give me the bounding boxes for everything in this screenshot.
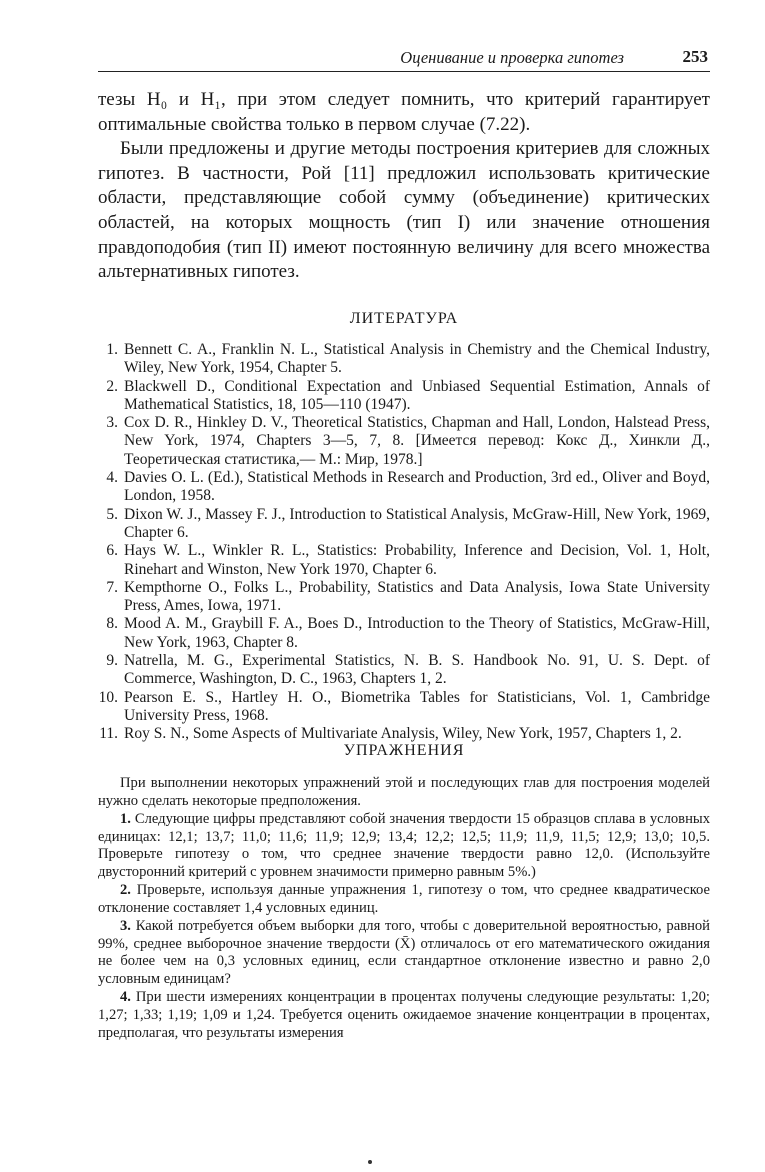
reference-item: 2. Blackwell D., Conditional Expectation and Unbiased Sequential Estimation, Annals of Mathematical Statistics, 18, 105—110 (1947). [106,377,710,413]
exercise-item: 4. При шести измерениях концентрации в процентах получены следующие результаты: 1,20; 1,27; 1,33; 1,19; 1,09 и 1,24. Требуется оценить ожидаемое значение концентрации в процентах, предполагая, что результаты измерения [98,989,710,1041]
print-speck [368,1160,372,1164]
exercises-block [98,775,710,1043]
exercise-item: 1. Следующие цифры представляют собой значения твердости 15 образцов сплава в условных единицах: 12,1; 13,7; 11,0; 11,6; 11,9; 12,9; 13,4; 12,2; 12,5; 11,9; 11,9, 11,5; 12,9; 13,0; 10,5. Проверьте гипотезу о том, что среднее значение твердости равно 12,0. (Используйте двусторонний критерий с уровнем значимости примерно равным 5%.) [98,810,710,881]
running-title: Оценивание и проверка гипотез [400,48,624,67]
exercise-item: 3. Какой потребуется объем выборки для того, чтобы с доверительной вероятностью, равной 99%, среднее выборочное значение твердости (X̄) отличалось от его математического ожидания не более чем на 0,3 условных единиц, если стандартное отклонение известно и равно 2,0 условным единицам? [98,917,710,988]
reference-item: 11. Roy S. N., Some Aspects of Multivariate Analysis, Wiley, New York, 1957, Chapters 1, 2. [99,725,682,743]
reference-item: 4. Davies O. L. (Ed.), Statistical Methods in Research and Production, 3rd ed., Oliver and Boyd, London, 1958. [106,469,710,505]
exercise-item: 2. Проверьте, используя данные упражнения 1, гипотезу о том, что среднее квадратическое отклонение составляет 1,4 условных единиц. [98,882,710,916]
reference-item: 9. Natrella, M. G., Experimental Statistics, N. B. S. Handbook No. 91, U. S. Dept. of Commerce, Washington, D. C., 1963, Chapters 1, 2. [106,652,710,688]
reference-item: 6. Hays W. L., Winkler R. L., Statistics: Probability, Inference and Decision, Vol. 1, Holt, Rinehart and Winston, New York 1970, Chapter 6. [106,542,710,578]
exercises-heading: УПРАЖНЕНИЯ [343,742,465,759]
intro-text [98,88,710,285]
reference-item: 3. Cox D. R., Hinkley D. V., Theoretical Statistics, Chapman and Hall, London, Halstead Press, New York, 1974, Chapters 3—5, 7, 8. [Имеется перевод: Кокс Д., Хинкли Д., Теоретическая статистика,— М.: Мир, 1978.] [106,414,710,468]
exercises-preamble: При выполнении некоторых упражнений этой и последующих глав для построения моделей нужно сделать некоторые предположения. [98,775,710,809]
reference-item: 10. Pearson E. S., Hartley H. O., Biometrika Tables for Statisticians, Vol. 1, Cambridge University Press, 1968. [98,688,710,724]
intro-paragraph: тезы H₀ и H₁, при этом следует помнить, что критерий гарантирует оптимальные свойства только в первом случае (7.22). [98,89,710,135]
reference-item: 7. Kempthorne O., Folks L., Probability, Statistics and Data Analysis, Iowa State University Press, Ames, Iowa, 1971. [106,578,710,615]
reference-item: 5. Dixon W. J., Massey F. J., Introduction to Statistical Analysis, McGraw-Hill, New York, 1969, Chapter 6. [106,505,710,541]
references-list [98,341,710,744]
page-number: 253 [682,47,708,66]
intro-paragraph: Были предложены и другие методы построения критериев для сложных гипотез. В частности, Рой [11] предложил использовать критические области, представляющие собой сумму (объединение) критических областей, на которых мощность (тип I) или значение отношения правдоподобия (тип II) имеют постоянную величину для всего множества альтернативных гипотез. [98,138,710,283]
references-heading: ЛИТЕРАТУРА [349,310,459,327]
reference-item: 8. Mood A. M., Graybill F. A., Boes D., Introduction to the Theory of Statistics, McGraw-Hill, New York, 1963, Chapter 8. [106,615,710,651]
running-header [98,47,710,72]
reference-item: 1. Bennett C. A., Franklin N. L., Statistical Analysis in Chemistry and the Chemical Industry, Wiley, New York, 1954, Chapter 5. [106,341,710,377]
